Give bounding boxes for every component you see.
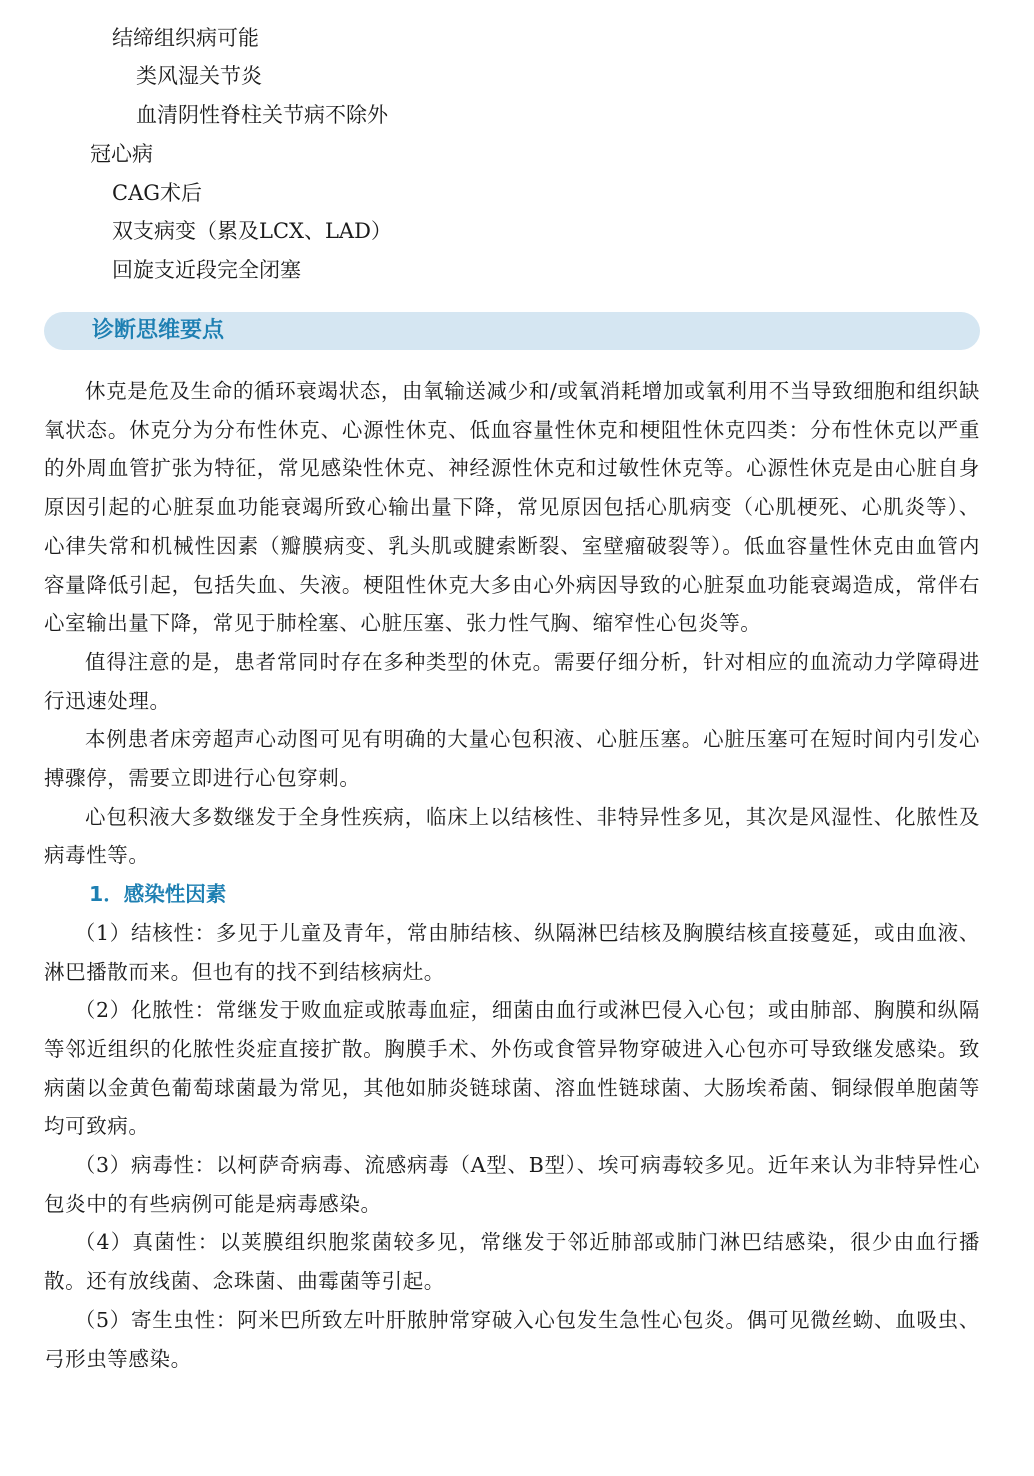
list-item: （1）结核性：多见于儿童及青年，常由肺结核、纵隔淋巴结核及胸膜结核直接蔓延，或由血液、淋巴播散而来。但也有的找不到结核病灶。 — [44, 920, 980, 984]
diagnosis-line: 结缔组织病可能 — [112, 26, 259, 50]
subsection-title: 1．感染性因素 — [89, 882, 227, 907]
diagnosis-line: CAG术后 — [112, 181, 203, 205]
section-banner — [44, 312, 980, 350]
list-item: （2）化脓性：常继发于败血症或脓毒血症，细菌由血行或淋巴侵入心包；或由肺部、胸膜和纵隔等邻近组织的化脓性炎症直接扩散。胸膜手术、外伤或食管异物穿破进入心包亦可导致继发感染。致病菌以金黄色葡萄球菌最为常见，其他如肺炎链球菌、溶血性链球菌、大肠埃希菌、铜绿假单胞菌等均可致病。 — [44, 998, 980, 1139]
diagnosis-line: 回旋支近段完全闭塞 — [112, 258, 301, 282]
list-item: （5）寄生虫性：阿米巴所致左叶肝脓肿常穿破入心包发生急性心包炎。偶可见微丝蚴、血吸虫、弓形虫等感染。 — [44, 1307, 980, 1371]
list-item: （3）病毒性：以柯萨奇病毒、流感病毒（A型、B型）、埃可病毒较多见。近年来认为非特异性心包炎中的有些病例可能是病毒感染。 — [44, 1153, 980, 1216]
diagnosis-line: 双支病变（累及LCX、LAD） — [112, 219, 392, 243]
section-title: 诊断思维要点 — [92, 318, 225, 343]
paragraph: 值得注意的是，患者常同时存在多种类型的休克。需要仔细分析，针对相应的血流动力学障碍进行迅速处理。 — [44, 649, 980, 713]
paragraph: 休克是危及生命的循环衰竭状态，由氧输送减少和/或氧消耗增加或氧利用不当导致细胞和组织缺氧状态。休克分为分布性休克、心源性休克、低血容量性休克和梗阻性休克四类：分布性休克以严重的外周血管扩张为特征，常见感染性休克、神经源性休克和过敏性休克等。心源性休克是由心脏自身原因引起的心脏泵血功能衰竭所致心输出量下降，常见原因包括心肌病变（心肌梗死、心肌炎等）、心律失常和机械性因素（瓣膜病变、乳头肌或腱索断裂、室壁瘤破裂等）。低血容量性休克由血管内容量降低引起，包括失血、失液。梗阻性休克大多由心外病因导致的心脏泵血功能衰竭造成，常伴右心室输出量下降，常见于肺栓塞、心脏压塞、张力性气胸、缩窄性心包炎等。 — [44, 379, 980, 636]
paragraph: 本例患者床旁超声心动图可见有明确的大量心包积液、心脏压塞。心脏压塞可在短时间内引发心搏骤停，需要立即进行心包穿刺。 — [44, 727, 980, 791]
diagnosis-line: 血清阴性脊柱关节病不除外 — [136, 103, 388, 127]
body-text — [44, 372, 980, 1378]
diagnosis-line: 冠心病 — [90, 142, 153, 166]
list-item: （4）真菌性：以荚膜组织胞浆菌较多见，常继发于邻近肺部或肺门淋巴结感染，很少由血行播散。还有放线菌、念珠菌、曲霉菌等引起。 — [44, 1230, 980, 1294]
paragraph: 心包积液大多数继发于全身性疾病，临床上以结核性、非特异性多见，其次是风湿性、化脓性及病毒性等。 — [44, 804, 980, 868]
diagnosis-line: 类风湿关节炎 — [136, 64, 262, 88]
